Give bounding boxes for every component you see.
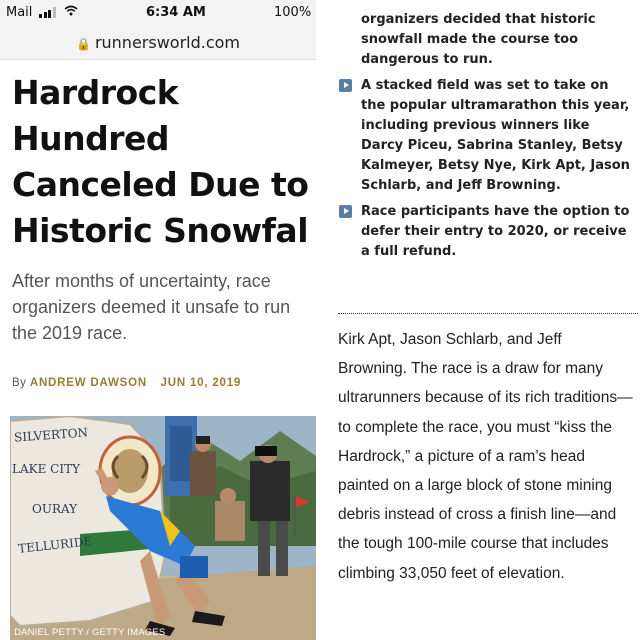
photo-illustration bbox=[10, 416, 316, 640]
headline-line: Canceled Due to bbox=[12, 165, 309, 204]
article-body: Kirk Apt, Jason Schlarb, and Jeff Browning. The race is a draw for many ultrarunners because of its rich traditions—to complete the race, you must “kiss the Hardrock,” a picture of a ram’s head painted on a large block of stone mining debris instead of cross a finish line—and the tough 100-mile course that includes climbing 33,050 feet of elevation. bbox=[338, 331, 633, 582]
photo-credit: DANIEL PETTY / GETTY IMAGES bbox=[14, 627, 166, 638]
play-arrow-icon bbox=[339, 205, 352, 218]
sign-text-silverton: SILVERTON bbox=[13, 425, 89, 445]
status-time: 6:34 AM bbox=[146, 5, 206, 20]
headline-line: Historic Snowfal bbox=[12, 211, 309, 250]
author-link[interactable]: ANDREW DAWSON bbox=[29, 377, 147, 389]
right-screenshot bbox=[326, 0, 640, 640]
collage-divider bbox=[316, 0, 326, 640]
lock-icon: 🔒 bbox=[75, 37, 91, 51]
status-left bbox=[6, 5, 78, 20]
summary-bullet bbox=[336, 202, 632, 262]
wifi-icon bbox=[64, 5, 78, 20]
headline-line: Hardrock bbox=[12, 73, 179, 112]
signal-icon bbox=[39, 7, 56, 18]
summary-continuation: organizers decided that historic snowfall made the course too dangerous to run. bbox=[361, 12, 596, 67]
play-arrow-icon bbox=[339, 79, 352, 92]
left-screenshot bbox=[0, 0, 316, 640]
status-bar bbox=[0, 0, 316, 26]
summary-bullet-text: Race participants have the option to defer their entry to 2020, or receive a full refund. bbox=[361, 204, 630, 259]
sign-text-ouray: OURAY bbox=[32, 502, 78, 516]
section-divider bbox=[338, 313, 638, 314]
byline bbox=[12, 377, 241, 389]
headline-line: Hundred bbox=[12, 119, 170, 158]
summary-bullet bbox=[336, 76, 632, 196]
byline-prefix: By bbox=[12, 377, 27, 389]
summary-bullet-text: A stacked field was set to take on the popular ultramarathon this year, including previous winners like Darcy Piceu, Sabrina Stanley, Betsy Kalmeyer, Betsy Nye, Kirk Apt, Jason Schlarb, and Jeff Browning. bbox=[361, 78, 630, 193]
article-dek: After months of uncertainty, race organizers deemed it unsafe to run the 2019 race. bbox=[12, 271, 291, 343]
url-text: runnersworld.com bbox=[94, 33, 241, 52]
publish-date: JUN 10, 2019 bbox=[160, 377, 242, 389]
sign-text-telluride: TELLURIDE bbox=[17, 534, 93, 556]
article-photo bbox=[10, 416, 316, 640]
battery-level: 100% bbox=[274, 5, 312, 20]
url-display[interactable] bbox=[0, 33, 316, 52]
back-to-mail-link[interactable]: Mail bbox=[6, 5, 33, 20]
summary-list bbox=[336, 10, 632, 262]
sign-text-lake-city: LAKE CITY bbox=[12, 462, 81, 476]
address-bar[interactable] bbox=[0, 26, 316, 60]
article-headline bbox=[12, 70, 316, 254]
